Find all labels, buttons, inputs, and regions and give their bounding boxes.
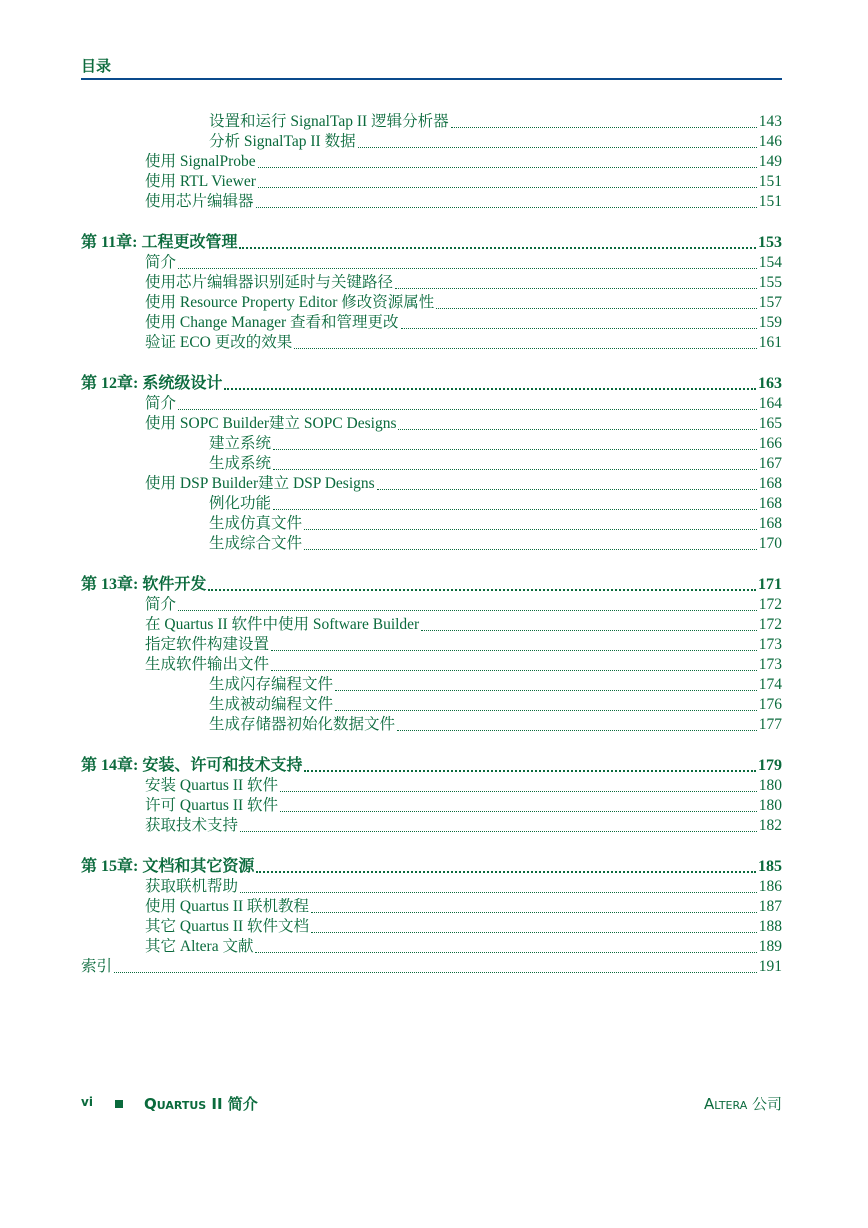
toc-dot-leader: [304, 529, 757, 530]
toc-dot-leader: [224, 388, 756, 390]
toc-entry-label: 安装 Quartus II 软件: [145, 777, 279, 794]
toc-entry-label: 使用 RTL Viewer: [145, 173, 256, 190]
toc-entry-label: 第 14章: 安装、许可和技术支持: [81, 757, 303, 774]
toc-dot-leader: [271, 670, 757, 671]
toc-entry-label: 使用 Resource Property Editor 修改资源属性: [145, 294, 435, 311]
toc-entry[interactable]: [81, 595, 782, 615]
toc-entry[interactable]: [81, 877, 782, 897]
toc-dot-leader: [280, 811, 757, 812]
toc-entry[interactable]: [81, 192, 782, 212]
toc-chapter-entry[interactable]: [81, 857, 782, 877]
toc-entry[interactable]: [81, 474, 782, 494]
toc-dot-leader: [397, 730, 757, 731]
toc-page-number: 154: [758, 254, 782, 271]
page-header-title: 目录: [81, 57, 112, 75]
toc-entry-label: 其它 Altera 文献: [145, 938, 254, 955]
toc-dot-leader: [377, 489, 757, 490]
toc-chapter-entry[interactable]: [81, 374, 782, 394]
toc-page-number: 191: [758, 958, 782, 975]
toc-entry-label: 生成仿真文件: [209, 515, 303, 532]
toc-entry-label: 例化功能: [209, 495, 272, 512]
toc-entry-label: 分析 SignalTap II 数据: [209, 133, 356, 150]
toc-entry[interactable]: [81, 957, 782, 977]
toc-entry[interactable]: [81, 796, 782, 816]
toc-page-number: 168: [758, 515, 782, 532]
toc-dot-leader: [358, 147, 757, 148]
toc-page-number: 176: [758, 696, 782, 713]
toc-dot-leader: [258, 167, 757, 168]
toc-entry-label: 生成软件输出文件: [145, 656, 270, 673]
toc-entry[interactable]: [81, 313, 782, 333]
toc-page-number: 185: [758, 858, 782, 875]
toc-entry[interactable]: [81, 152, 782, 172]
toc-page-number: 186: [758, 878, 782, 895]
toc-page-number: 151: [758, 193, 782, 210]
toc-dot-leader: [240, 831, 757, 832]
toc-entry-label: 第 13章: 软件开发: [81, 576, 207, 593]
toc-entry-label: 第 12章: 系统级设计: [81, 375, 223, 392]
toc-entry[interactable]: [81, 132, 782, 152]
toc-entry-label: 在 Quartus II 软件中使用 Software Builder: [145, 616, 420, 633]
toc-page-number: 180: [758, 777, 782, 794]
toc-entry-label: 索引: [81, 958, 113, 975]
toc-entry-label: 建立系统: [209, 435, 272, 452]
toc-entry-label: 其它 Quartus II 软件文档: [145, 918, 310, 935]
toc-page-number: 163: [758, 375, 782, 392]
toc-entry[interactable]: [81, 494, 782, 514]
toc-page-number: 168: [758, 475, 782, 492]
toc-entry[interactable]: [81, 897, 782, 917]
toc-dot-leader: [335, 710, 757, 711]
toc-dot-leader: [401, 328, 757, 329]
toc-dot-leader: [421, 630, 757, 631]
toc-dot-leader: [273, 449, 757, 450]
toc-page-number: 155: [758, 274, 782, 291]
toc-entry[interactable]: [81, 394, 782, 414]
toc-entry-label: 使用 Quartus II 联机教程: [145, 898, 310, 915]
toc-page-number: 189: [758, 938, 782, 955]
toc-entry[interactable]: [81, 695, 782, 715]
toc-dot-leader: [280, 791, 757, 792]
toc-entry-label: 简介: [145, 395, 177, 412]
toc-dot-leader: [311, 932, 757, 933]
header-divider: [81, 78, 782, 80]
toc-entry[interactable]: [81, 454, 782, 474]
toc-entry-label: 生成闪存编程文件: [209, 676, 334, 693]
toc-dot-leader: [240, 892, 757, 893]
toc-chapter-entry[interactable]: [81, 233, 782, 253]
footer-square-bullet-icon: [115, 1100, 123, 1108]
toc-entry-label: 许可 Quartus II 软件: [145, 797, 279, 814]
toc-entry-label: 获取技术支持: [145, 817, 239, 834]
toc-entry[interactable]: [81, 273, 782, 293]
toc-page-number: 159: [758, 314, 782, 331]
toc-entry[interactable]: [81, 917, 782, 937]
page-footer: [81, 1093, 782, 1115]
toc-entry-label: 第 11章: 工程更改管理: [81, 234, 238, 251]
toc-entry[interactable]: [81, 655, 782, 675]
toc-dot-leader: [255, 952, 756, 953]
toc-page-number: 157: [758, 294, 782, 311]
toc-dot-leader: [208, 589, 756, 591]
toc-entry[interactable]: [81, 434, 782, 454]
toc-page-number: 164: [758, 395, 782, 412]
toc-page-number: 172: [758, 596, 782, 613]
toc-entry-label: 使用 Change Manager 查看和管理更改: [145, 314, 399, 331]
toc-entry-label: 验证 ECO 更改的效果: [145, 334, 293, 351]
toc-dot-leader: [256, 207, 757, 208]
toc-entry-label: 使用 SOPC Builder建立 SOPC Designs: [145, 415, 397, 432]
toc-entry-label: 使用 DSP Builder建立 DSP Designs: [145, 475, 375, 492]
toc-page-number: 153: [758, 234, 782, 251]
toc-entry-label: 获取联机帮助: [145, 878, 239, 895]
toc-dot-leader: [335, 690, 757, 691]
toc-entry[interactable]: [81, 715, 782, 735]
toc-dot-leader: [271, 650, 757, 651]
toc-entry[interactable]: [81, 514, 782, 534]
footer-page-number: vi: [81, 1095, 93, 1109]
toc-entry[interactable]: [81, 615, 782, 635]
toc-entry-label: 生成综合文件: [209, 535, 303, 552]
toc-page-number: 168: [758, 495, 782, 512]
toc-page-number: 187: [758, 898, 782, 915]
toc-dot-leader: [178, 409, 757, 410]
toc-entry-label: 第 15章: 文档和其它资源: [81, 858, 255, 875]
toc-entry[interactable]: [81, 776, 782, 796]
toc-entry-label: 简介: [145, 254, 177, 271]
toc-dot-leader: [178, 268, 757, 269]
toc-page-number: 172: [758, 616, 782, 633]
toc-page-number: 143: [758, 113, 782, 130]
toc-entry[interactable]: [81, 253, 782, 273]
toc-entry[interactable]: [81, 937, 782, 957]
toc-dot-leader: [258, 187, 757, 188]
toc-page-number: 146: [758, 133, 782, 150]
toc-dot-leader: [311, 912, 757, 913]
toc-entry-label: 使用芯片编辑器识别延时与关键路径: [145, 274, 394, 291]
toc-page-number: 165: [758, 415, 782, 432]
toc-page-number: 171: [758, 576, 782, 593]
toc-page-number: 170: [758, 535, 782, 552]
toc-dot-leader: [114, 972, 757, 973]
toc-section-gap: [81, 735, 782, 756]
toc-entry[interactable]: [81, 816, 782, 836]
toc-section-gap: [81, 353, 782, 374]
toc-page-number: 174: [758, 676, 782, 693]
toc-dot-leader: [398, 429, 756, 430]
toc-dot-leader: [395, 288, 757, 289]
toc-entry-label: 简介: [145, 596, 177, 613]
toc-dot-leader: [273, 469, 757, 470]
toc-page-number: 151: [758, 173, 782, 190]
footer-book-title: Quartus II 简介: [144, 1095, 258, 1113]
toc-entry[interactable]: [81, 534, 782, 554]
table-of-contents: [81, 112, 782, 977]
toc-entry-label: 设置和运行 SignalTap II 逻辑分析器: [209, 113, 449, 130]
toc-entry[interactable]: [81, 333, 782, 353]
toc-page-number: 182: [758, 817, 782, 834]
toc-dot-leader: [451, 127, 757, 128]
toc-page-number: 167: [758, 455, 782, 472]
toc-page-number: 188: [758, 918, 782, 935]
toc-page-number: 179: [758, 757, 782, 774]
toc-section-gap: [81, 554, 782, 575]
toc-page-number: 166: [758, 435, 782, 452]
toc-entry[interactable]: [81, 172, 782, 192]
toc-dot-leader: [294, 348, 756, 349]
toc-entry-label: 使用 SignalProbe: [145, 153, 256, 170]
toc-dot-leader: [304, 770, 756, 772]
toc-chapter-entry[interactable]: [81, 756, 782, 776]
toc-page-number: 180: [758, 797, 782, 814]
toc-page-number: 177: [758, 716, 782, 733]
toc-dot-leader: [239, 247, 756, 249]
toc-dot-leader: [273, 509, 757, 510]
footer-company: Altera 公司: [703, 1095, 782, 1113]
toc-entry[interactable]: [81, 675, 782, 695]
toc-entry-label: 生成系统: [209, 455, 272, 472]
toc-section-gap: [81, 212, 782, 233]
toc-section-gap: [81, 836, 782, 857]
toc-entry-label: 指定软件构建设置: [145, 636, 270, 653]
toc-entry[interactable]: [81, 414, 782, 434]
toc-entry[interactable]: [81, 635, 782, 655]
toc-entry[interactable]: [81, 293, 782, 313]
toc-chapter-entry[interactable]: [81, 575, 782, 595]
toc-page-number: 161: [758, 334, 782, 351]
toc-entry-label: 使用芯片编辑器: [145, 193, 254, 210]
toc-page-number: 173: [758, 656, 782, 673]
toc-dot-leader: [304, 549, 757, 550]
toc-entry-label: 生成存储器初始化数据文件: [209, 716, 396, 733]
toc-dot-leader: [178, 610, 757, 611]
toc-page-number: 173: [758, 636, 782, 653]
toc-dot-leader: [256, 871, 756, 873]
toc-entry-label: 生成被动编程文件: [209, 696, 334, 713]
toc-dot-leader: [436, 308, 756, 309]
toc-entry[interactable]: [81, 112, 782, 132]
toc-page-number: 149: [758, 153, 782, 170]
